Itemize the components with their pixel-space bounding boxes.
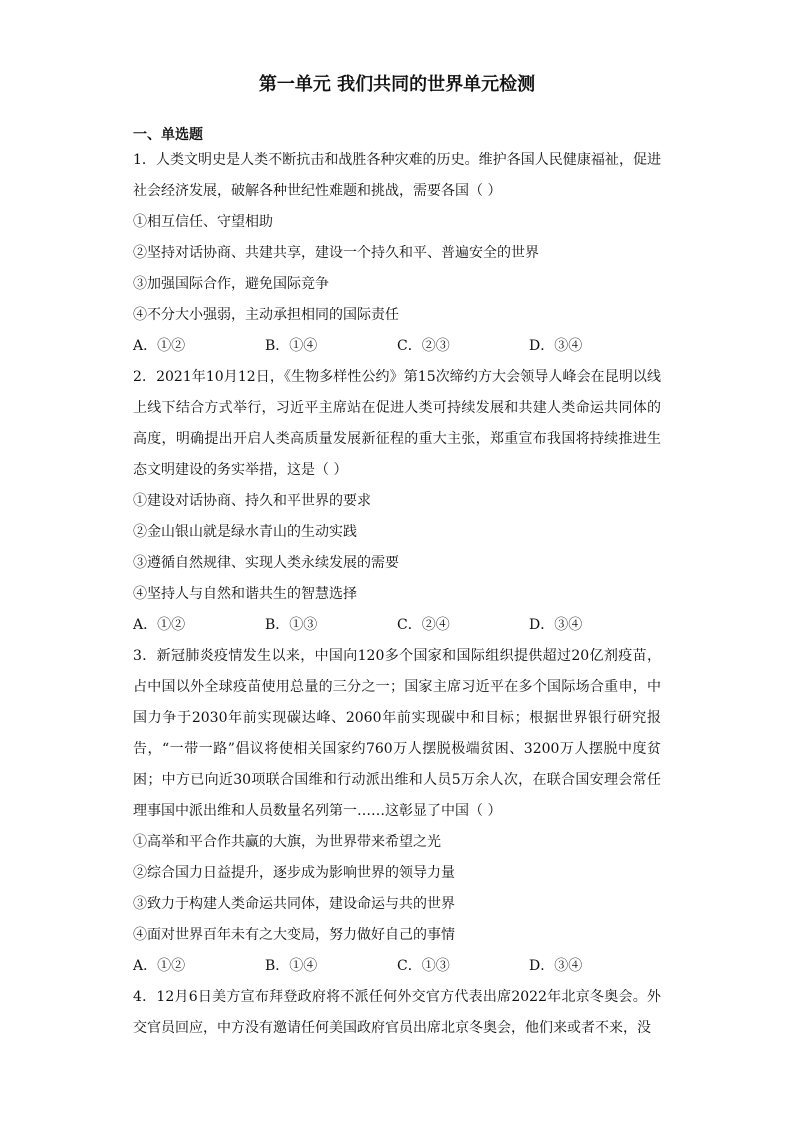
choice-c[interactable]: C．②④ <box>397 617 450 633</box>
choice-a[interactable]: A．①② <box>133 617 186 633</box>
choice-a[interactable]: A．①② <box>133 958 186 974</box>
choice-a[interactable]: A．①② <box>133 338 186 354</box>
statement-option: ④面对世界百年未有之大变局，努力做好自己的事情 <box>133 927 455 943</box>
statement-option: ②综合国力日益提升，逐步成为影响世界的领导力量 <box>133 865 455 881</box>
answer-choices <box>133 610 661 641</box>
question-4 <box>133 982 661 1044</box>
choice-d[interactable]: D．③④ <box>529 617 583 633</box>
question-stem: 3．新冠肺炎疫情发生以来，中国向120多个国家和国际组织提供超过20亿剂疫苗，占中国以外全球疫苗使用总量的三分之一；国家主席习近平在多个国际场合重申，中国力争于2030年前实现碳达峰、2060年前实现碳中和目标；根据世界银行研究报告，“一带一路”倡议将使相关国家约760万人摆脱极端贫困、3200万人摆脱中度贫困；中方已向近30项联合国维和行动派出维和人员5万余人次，在联合国安理会常任理事国中派出维和人员数量名列第一……这彰显了中国（ ） <box>133 648 661 819</box>
statement-option: ④不分大小强弱，主动承担相同的国际责任 <box>133 307 399 323</box>
question-stem: 4．12月6日美方宣布拜登政府将不派任何外交官方代表出席2022年北京冬奥会。外交官员回应，中方没有邀请任何美国政府官员出席北京冬奥会，他们来或者不来，没 <box>133 989 661 1036</box>
question-3 <box>133 641 661 982</box>
statement-option: ①建设对话协商、持久和平世界的要求 <box>133 493 371 509</box>
statement-option: ①相互信任、守望相助 <box>133 214 273 230</box>
choice-d[interactable]: D．③④ <box>529 958 583 974</box>
question-2 <box>133 362 661 641</box>
question-list <box>133 145 661 1044</box>
statement-option: ③加强国际合作，避免国际竞争 <box>133 276 329 292</box>
choice-c[interactable]: C．①③ <box>397 958 450 974</box>
answer-choices <box>133 331 661 362</box>
choice-d[interactable]: D．③④ <box>529 338 583 354</box>
page-title: 第一单元 我们共同的世界单元检测 <box>258 74 536 95</box>
statement-option: ①高举和平合作共赢的大旗，为世界带来希望之光 <box>133 834 441 850</box>
choice-b[interactable]: B．①④ <box>265 338 318 354</box>
choice-b[interactable]: B．①③ <box>265 617 318 633</box>
question-stem: 2．2021年10月12日，《生物多样性公约》第15次缔约方大会领导人峰会在昆明以线上线下结合方式举行，习近平主席站在促进人类可持续发展和共建人类命运共同体的高度，明确提出开启人类高质量发展新征程的重大主张，郑重宣布我国将持续推进生态文明建设的务实举措，这是（ ） <box>133 369 661 478</box>
choice-c[interactable]: C．②③ <box>397 338 450 354</box>
statement-option: ②坚持对话协商、共建共享，建设一个持久和平、普遍安全的世界 <box>133 245 539 261</box>
question-stem: 1．人类文明史是人类不断抗击和战胜各种灾难的历史。维护各国人民健康福祉，促进社会经济发展，破解各种世纪性难题和挑战，需要各国（ ） <box>133 152 661 199</box>
statement-option: ③遵循自然规律、实现人类永续发展的需要 <box>133 555 399 571</box>
statement-option: ③致力于构建人类命运共同体，建设命运与共的世界 <box>133 896 455 912</box>
choice-b[interactable]: B．①④ <box>265 958 318 974</box>
statement-option: ④坚持人与自然和谐共生的智慧选择 <box>133 586 357 602</box>
section-heading: 一、单选题 <box>133 127 203 143</box>
question-1 <box>133 145 661 362</box>
answer-choices <box>133 951 661 982</box>
statement-option: ②金山银山就是绿水青山的生动实践 <box>133 524 357 540</box>
